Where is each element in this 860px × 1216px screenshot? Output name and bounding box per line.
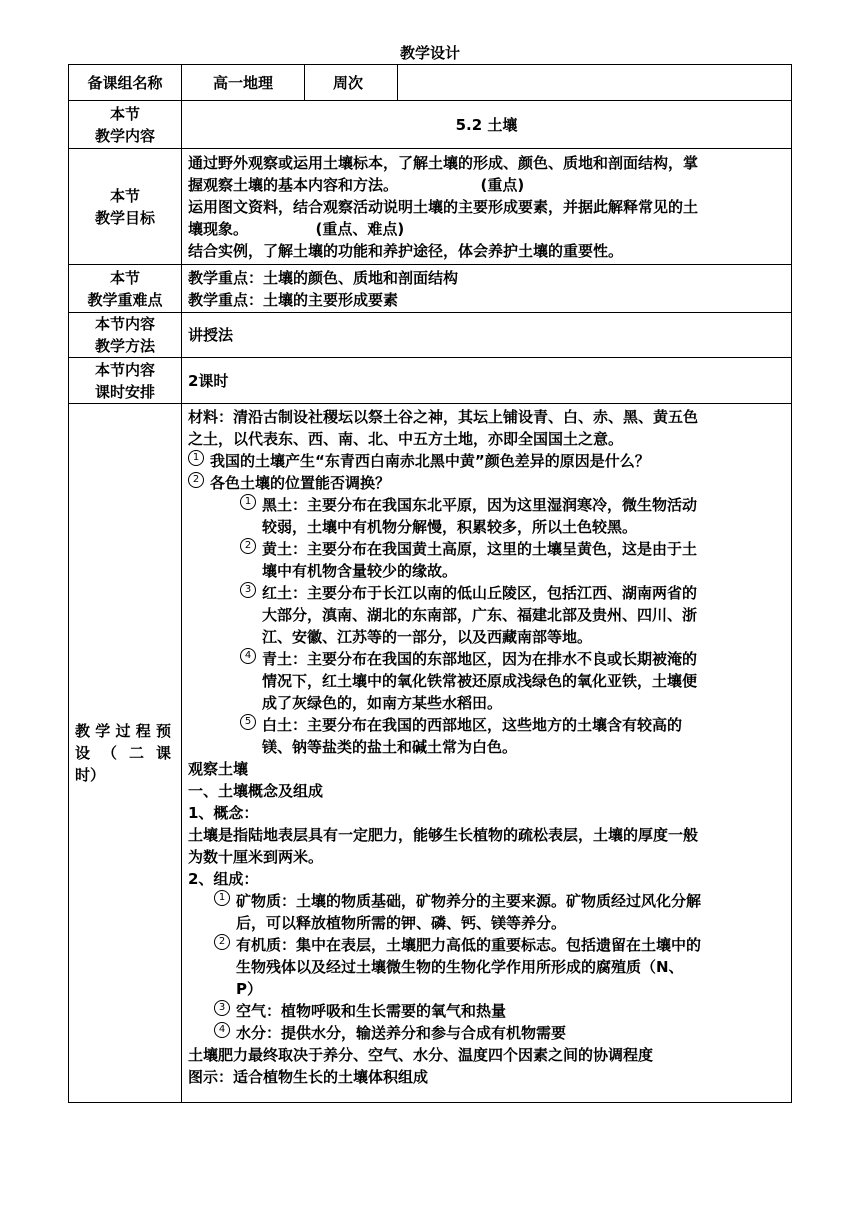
method-label-line2: 教学方法 [94,337,155,355]
component-line: 有机质：集中在表层，土壤肥力高低的重要标志。包括遗留在土壤中的 [236,936,702,954]
question-text: 各色土壤的位置能否调换？ [210,474,391,492]
section-heading: 一、土壤概念及组成 [188,782,324,800]
circled-number: 2 [214,934,230,950]
soil-item [240,582,785,648]
method-value: 讲授法 [182,313,792,358]
process-label [69,404,182,1103]
component-item [214,934,785,1000]
circled-number: 4 [214,1022,230,1038]
content-label-line2: 教学内容 [94,126,155,145]
method-label-line1: 本节内容 [94,315,155,333]
keypoints-row [69,265,792,313]
goals-label-line2: 教学目标 [94,208,155,227]
question-text: 我国的土壤产生“东青西白南赤北黑中黄”颜色差异的原因是什么？ [210,452,650,470]
goal-line: 通过野外观察或运用土壤标本，了解土壤的形成、颜色、质地和剖面结构，掌 [188,153,699,172]
goal-line: 壤现象。 (重点、难点) [188,219,405,238]
soil-line: 镁、钠等盐类的盐土和碱土常为白色。 [262,738,518,756]
soil-line: 大部分，滇南、湖北的东南部，广东、福建北部及贵州、四川、浙 [262,606,698,624]
goals-label-line1: 本节 [109,186,140,205]
material-line: 材料：清沿古制设社稷坛以祭土谷之神，其坛上铺设青、白、赤、黑、黄五色 [188,408,699,426]
process-row [69,404,792,1103]
soil-text [262,538,785,582]
circled-number: 2 [240,538,256,554]
soil-item [240,538,785,582]
goal-line: 运用图文资料，结合观察活动说明土壤的主要形成要素，并据此解释常见的土 [188,197,699,216]
circled-number: 4 [240,648,256,664]
concept-line: 土壤是指陆地表层具有一定肥力，能够生长植物的疏松表层，土壤的厚度一般 [188,826,699,844]
soil-line: 成了灰绿色的，如南方某些水稻田。 [262,694,503,712]
goal-line: 结合实例，了解土壤的功能和养护途径，体会养护土壤的重要性。 [188,241,624,260]
group-label: 备课组名称 [69,65,182,101]
component-line: 矿物质：土壤的物质基础，矿物养分的主要来源。矿物质经过风化分解 [236,892,702,910]
soil-line: 黑土：主要分布在我国东北平原，因为这里湿润寒冷，微生物活动 [262,496,698,514]
schedule-label-line2: 课时安排 [94,382,155,401]
soil-text [262,714,785,758]
content-label [69,101,182,149]
circled-number: 5 [240,714,256,730]
circled-number: 3 [240,582,256,598]
schedule-label-line1: 本节内容 [94,360,155,379]
goals-row [69,149,792,265]
component-line: P） [236,980,262,998]
question-item [188,472,785,494]
concept-heading: 1、概念： [188,804,259,822]
goals-label [69,149,182,265]
material-line: 之土，以代表东、西、南、北、中五方土地，亦即全国国土之意。 [188,430,624,448]
soil-text [262,648,785,714]
soil-line: 壤中有机物含量较少的缘故。 [262,562,458,580]
circled-number: 2 [188,472,204,488]
soil-line: 白土：主要分布在我国的西部地区，这些地方的土壤含有较高的 [262,716,683,734]
soil-item [240,714,785,758]
component-line: 空气：植物呼吸和生长需要的氧气和热量 [236,1002,507,1020]
soil-line: 红土：主要分布于长江以南的低山丘陵区，包括江西、湖南两省的 [262,584,698,602]
content-value: 5.2 土壤 [182,101,792,149]
soil-item [240,494,785,538]
keypoint-line: 教学重点：土壤的主要形成要素 [188,290,399,309]
process-content [182,404,792,1103]
component-line: 水分：提供水分，输送养分和参与合成有机物需要 [236,1024,567,1042]
soil-line: 情况下，红土壤中的氧化铁常被还原成浅绿色的氧化亚铁，土壤便 [262,672,698,690]
circled-number: 1 [214,890,230,906]
process-label-line2: 设（二课 [75,744,171,762]
goal-line: 握观察土壤的基本内容和方法。 (重点) [188,175,525,194]
keypoints-label [69,265,182,313]
soil-line: 江、安徽、江苏等的一部分，以及西藏南部等地。 [262,628,593,646]
keypoints-label-line2: 教学重难点 [87,290,163,309]
figure-caption: 图示：适合植物生长的土壤体积组成 [188,1068,429,1086]
goals-text [182,149,792,265]
soil-item [240,648,785,714]
schedule-label [69,358,182,404]
content-row [69,101,792,149]
process-label-line1: 教学过程预 [75,722,171,740]
lesson-plan-table [68,64,792,1103]
soil-text [262,582,785,648]
component-text [236,1000,785,1022]
component-item [214,890,785,934]
component-line: 生物残体以及经过土壤微生物的生物化学作用所形成的腐殖质（N、 [236,958,684,976]
keypoints-label-line1: 本节 [109,268,140,287]
keypoint-line: 教学重点：土壤的颜色、质地和剖面结构 [188,268,459,287]
component-text [236,1022,785,1044]
soil-text [262,494,785,538]
schedule-row [69,358,792,404]
page-title: 教学设计 [399,44,460,62]
component-text [236,934,785,1000]
component-item [214,1022,785,1044]
fertility-line: 土壤肥力最终取决于养分、空气、水分、温度四个因素之间的协调程度 [188,1046,654,1064]
composition-heading: 2、组成： [188,870,259,888]
method-row [69,313,792,358]
process-label-line3: 时） [75,766,106,784]
soil-line: 黄土：主要分布在我国黄土高原，这里的土壤呈黄色，这是由于土 [262,540,698,558]
week-value [398,65,792,101]
keypoints-text [182,265,792,313]
circled-number: 1 [240,494,256,510]
component-item [214,1000,785,1022]
component-line: 后，可以释放植物所需的钾、磷、钙、镁等养分。 [236,914,567,932]
method-label [69,313,182,358]
content-label-line1: 本节 [109,104,140,123]
soil-line: 青土：主要分布在我国的东部地区，因为在排水不良或长期被淹的 [262,650,698,668]
circled-number: 1 [188,450,204,466]
circled-number: 3 [214,1000,230,1016]
concept-line: 为数十厘米到两米。 [188,848,324,866]
header-row [69,65,792,101]
week-label: 周次 [305,65,398,101]
question-item [188,450,785,472]
observe-title: 观察土壤 [188,760,249,778]
schedule-value: 2课时 [182,358,792,404]
soil-line: 较弱，土壤中有机物分解慢，积累较多，所以土色较黑。 [262,518,638,536]
component-text [236,890,785,934]
group-value: 高一地理 [182,65,305,101]
